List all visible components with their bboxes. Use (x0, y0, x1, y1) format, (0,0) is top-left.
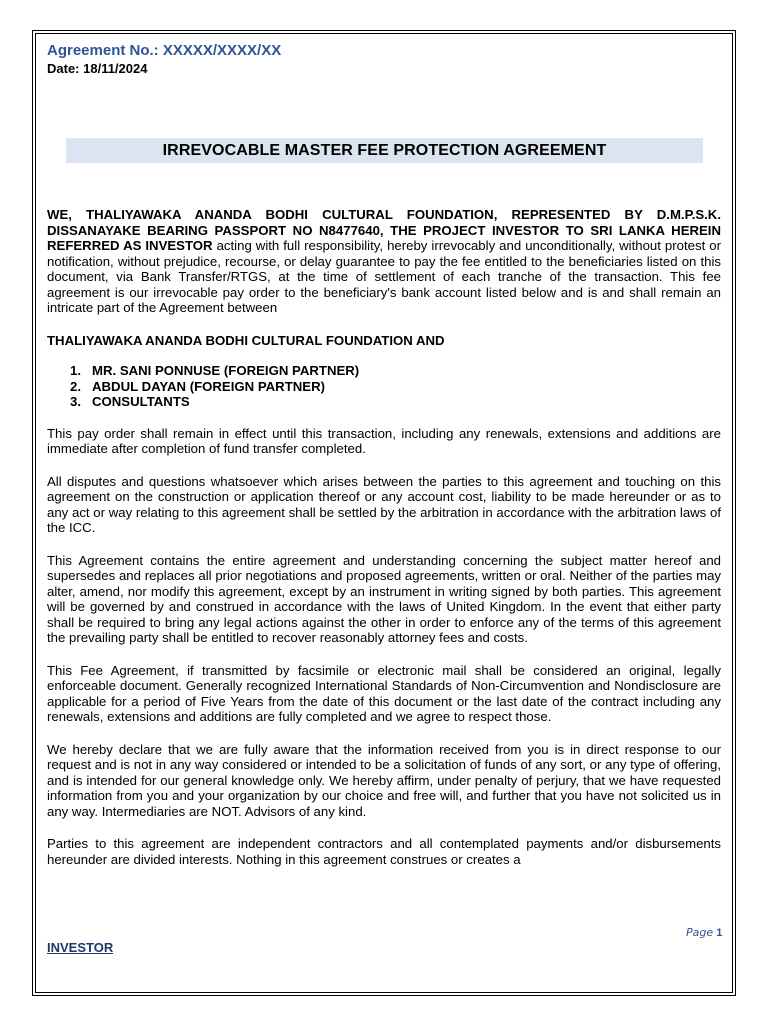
page-number (686, 926, 722, 939)
document-title: IRREVOCABLE MASTER FEE PROTECTION AGREEMENT (162, 141, 607, 159)
investor-signature-label: INVESTOR (47, 940, 114, 955)
page-number-value: 1 (716, 927, 723, 939)
paragraph-effect: This pay order shall remain in effect until this transaction, including any renewals, extensions and additions are immediate after completion of fund transfer completed. (47, 425, 721, 456)
document-body (47, 207, 721, 867)
intro-bold-text: WE, THALIYAWAKA ANANDA BODHI CULTURAL FOUNDATION, REPRESENTED BY D.M.P.S.K. DISSANAYAKE BEARING PASSPORT NO N8477640, THE PROJECT INVESTOR TO SRI LANKA HEREIN REFERRED AS INVESTOR (47, 207, 721, 253)
agreement-date: Date: 18/11/2024 (47, 61, 148, 76)
paragraph-declaration: We hereby declare that we are fully aware that the information received from you is in direct response to our request and is not in any way considered or intended to be a solicitation of funds of any sort, or any type of offering, and is intended for our general knowledge only. We hereby affirm, under penalty of perjury, that we have requested information from you and your organization by our choice and free will, and further that you have not solicited us in any way. Intermediaries are NOT. Advisors of any kind. (47, 741, 721, 819)
list-item-label: MR. SANI PONNUSE (FOREIGN PARTNER) (92, 363, 360, 378)
list-item (47, 379, 721, 395)
paragraph-contractors: Parties to this agreement are independent contractors and all contemplated payments and/or disbursements hereunder are divided interests. Nothing in this agreement construes or creates a (47, 836, 721, 867)
list-item (47, 363, 721, 379)
list-item-number: 3. (70, 394, 81, 409)
page-label: Page (686, 926, 714, 939)
intro-paragraph (47, 207, 721, 316)
list-item-label: ABDUL DAYAN (FOREIGN PARTNER) (92, 378, 325, 394)
intro-normal-text: acting with full responsibility, hereby irrevocably and unconditionally, without protest or notification, without prejudice, recourse, or delay guarantee to pay the fee entitled to the beneficiaries listed on this document, via Bank Transfer/RTGS, at the time of settlement of each tranche of the transaction. This fee agreement is our irrevocable pay order to the beneficiary's bank account listed below and is and shall remain an intricate part of the Agreement between (47, 238, 721, 315)
paragraph-facsimile: This Fee Agreement, if transmitted by facsimile or electronic mail shall be considered an original, legally enforceable document. Generally recognized International Standards of Non-Circumvention and Nondisclosure are applicable for a period of Five Years from the date of this document or the last date of the contract including any renewals, extensions and additions are fully completed and we agree to respect those. (47, 662, 721, 724)
paragraph-disputes: All disputes and questions whatsoever which arises between the parties to this agreement and touching on this agreement on the construction or application thereof or any account cost, liability to be made hereunder or as to any act or way relating to this agreement shall be settled by the arbitration in accordance with the arbitration laws of the ICC. (47, 473, 721, 535)
parties-list (47, 363, 721, 410)
title-banner (66, 138, 703, 163)
list-item (47, 394, 721, 410)
list-item-number: 1. (70, 363, 81, 378)
list-item-label: CONSULTANTS (92, 394, 190, 409)
paragraph-entire-agreement: This Agreement contains the entire agreement and understanding concerning the subject matter hereof and supersedes and replaces all prior negotiations and proposed agreements, written or oral. Neither of the parties may alter, amend, nor modify this agreement, except by an instrument in writing signed by both parties. This agreement will be governed by and construed in accordance with the laws of United Kingdom. In the event that either party shall be required to bring any legal actions against the other in order to enforce any of the terms of this agreement the prevailing party shall be entitled to recover reasonably attorney fees and costs. (47, 552, 721, 645)
agreement-number: Agreement No.: XXXXX/XXXX/XX (47, 42, 282, 59)
list-item-number: 2. (70, 378, 81, 394)
parties-heading: THALIYAWAKA ANANDA BODHI CULTURAL FOUNDATION AND (47, 332, 445, 348)
